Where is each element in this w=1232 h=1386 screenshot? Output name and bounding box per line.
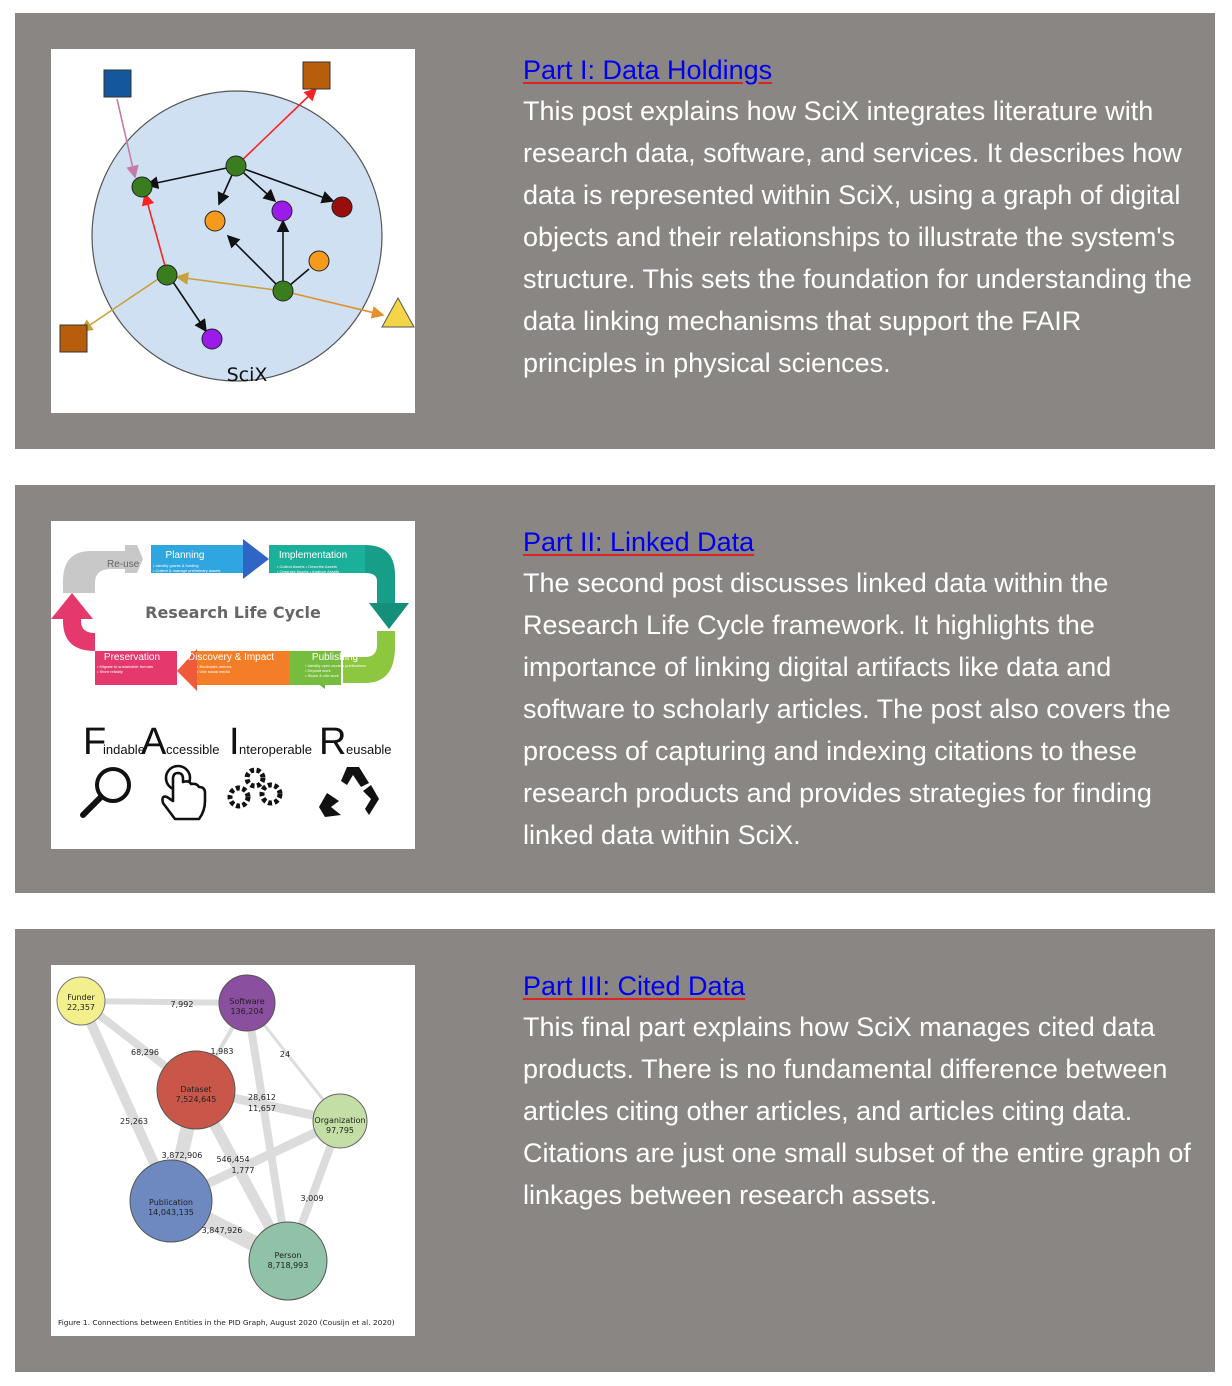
preservation-note-1: • Migrate to sustainable formats bbox=[97, 664, 154, 669]
planning-note-3: • Describe & organize assets bbox=[153, 573, 205, 578]
node-label: Funder bbox=[67, 993, 95, 1002]
edge-label: 11,657 bbox=[248, 1104, 276, 1113]
edge-label: 3,009 bbox=[300, 1194, 324, 1203]
planning-note-2: • Collect & manage preliminary assets bbox=[153, 568, 221, 573]
data-holdings-figure bbox=[51, 49, 415, 413]
fair-letter-f: F bbox=[83, 721, 107, 763]
linked-data-figure bbox=[51, 521, 415, 849]
node-count: 22,357 bbox=[67, 1003, 95, 1012]
post-title-link-part-2[interactable]: Part II: Linked Data bbox=[523, 527, 755, 557]
edge-label: 1,777 bbox=[231, 1166, 255, 1175]
node-label: Publication bbox=[149, 1198, 193, 1207]
edge-label: 25,263 bbox=[120, 1117, 148, 1126]
discovery-note-1: • Bookmark metrics bbox=[197, 664, 232, 669]
edge-label: 546,454 bbox=[216, 1155, 250, 1164]
fair-word-f: indable bbox=[103, 742, 145, 757]
pid-graph-diagram bbox=[51, 965, 415, 1336]
post-description: This post explains how SciX integrates literature with research data, software, and services. It describes how data is represented within SciX, using a graph of digital objects and their relationships to illustrate the system's structure. This sets the foundation for understanding the data linking mechanisms that support the FAIR principles in physical sciences. bbox=[523, 96, 1192, 378]
stage-planning-label: Planning bbox=[165, 550, 205, 561]
node-count: 7,524,645 bbox=[175, 1095, 217, 1104]
fair-word-r: eusable bbox=[346, 742, 392, 757]
edge-label: 24 bbox=[279, 1050, 291, 1059]
fair-word-i: nteroperable bbox=[239, 742, 312, 757]
scix-label: SciX bbox=[226, 364, 268, 386]
stage-implementation-label: Implementation bbox=[278, 550, 348, 561]
post-text-block bbox=[523, 53, 1193, 384]
node-label: Person bbox=[274, 1251, 302, 1260]
publishing-note-1: • Identify open access publications bbox=[305, 663, 367, 668]
post-card-linked-data bbox=[15, 485, 1215, 893]
implementation-note-2: • Organize Assets • Analyze Assets bbox=[277, 569, 340, 574]
node-label: Software bbox=[229, 997, 265, 1006]
edge-label: 3,872,906 bbox=[161, 1151, 203, 1160]
cited-data-figure bbox=[51, 965, 415, 1336]
stage-publishing-label: Publishing bbox=[311, 652, 359, 663]
fair-letter-i: I bbox=[229, 721, 240, 763]
implementation-note-1: • Collect Assets • Describe Assets bbox=[277, 564, 337, 569]
magnifier-icon bbox=[83, 769, 129, 815]
post-text-block bbox=[523, 525, 1193, 856]
figure-caption: Figure 1. Connections between Entities in the PID Graph, August 2020 (Cousijn et al. 2020) bbox=[58, 1318, 395, 1327]
node-count: 136,204 bbox=[230, 1007, 264, 1016]
node-count: 14,043,135 bbox=[148, 1208, 194, 1217]
publishing-note-3: • Share & cite work bbox=[305, 673, 339, 678]
node-label: Organization bbox=[314, 1116, 366, 1125]
gears-icon bbox=[230, 770, 280, 806]
edge-label: 7,992 bbox=[170, 1000, 194, 1009]
edge-label: 3,847,926 bbox=[201, 1226, 243, 1235]
research-life-cycle-diagram bbox=[51, 521, 415, 849]
planning-note-1: • Identify grants & funding bbox=[153, 563, 199, 568]
post-title-link-part-3[interactable]: Part III: Cited Data bbox=[523, 971, 746, 1001]
post-title-link-part-1[interactable]: Part I: Data Holdings bbox=[523, 55, 773, 85]
stage-preservation-label: Preservation bbox=[103, 652, 161, 663]
edge-label: 1,983 bbox=[210, 1047, 234, 1056]
post-text-block bbox=[523, 969, 1193, 1216]
post-description: The second post discusses linked data within the Research Life Cycle framework. It highlights the importance of linking digital artifacts like data and software to scholarly articles. The post also covers the process of capturing and indexing citations to these research products and provides strategies for finding linked data within SciX. bbox=[523, 568, 1171, 850]
post-description: This final part explains how SciX manages cited data products. There is no fundamental difference between articles citing other articles, and articles citing data. Citations are just one small subset of the entire graph of linkages between research assets. bbox=[523, 1012, 1191, 1210]
scix-graph-diagram bbox=[51, 49, 415, 413]
fair-letter-a: A bbox=[141, 721, 167, 763]
pointing-hand-icon bbox=[163, 766, 206, 819]
edge-label: 28,612 bbox=[248, 1093, 276, 1102]
edge-label: 68,296 bbox=[131, 1048, 159, 1057]
publishing-note-2: • Deposit work bbox=[305, 668, 331, 673]
discovery-note-2: • Use social media bbox=[197, 669, 230, 674]
node-count: 8,718,993 bbox=[267, 1261, 309, 1270]
research-life-cycle-title: Research Life Cycle bbox=[145, 603, 321, 622]
fair-letter-r: R bbox=[319, 721, 347, 763]
fair-word-a: ccessible bbox=[166, 742, 220, 757]
stage-reuse-label: Re-use bbox=[107, 559, 140, 570]
scix-boundary-circle bbox=[92, 91, 382, 381]
recycle-icon bbox=[319, 767, 379, 817]
post-card-data-holdings bbox=[15, 13, 1215, 449]
node-label: Dataset bbox=[180, 1085, 212, 1094]
node-count: 97,795 bbox=[326, 1126, 354, 1135]
stage-discovery-label: Discovery & Impact bbox=[187, 652, 275, 663]
preservation-note-2: • Store reliably bbox=[97, 669, 123, 674]
post-card-cited-data bbox=[15, 929, 1215, 1372]
